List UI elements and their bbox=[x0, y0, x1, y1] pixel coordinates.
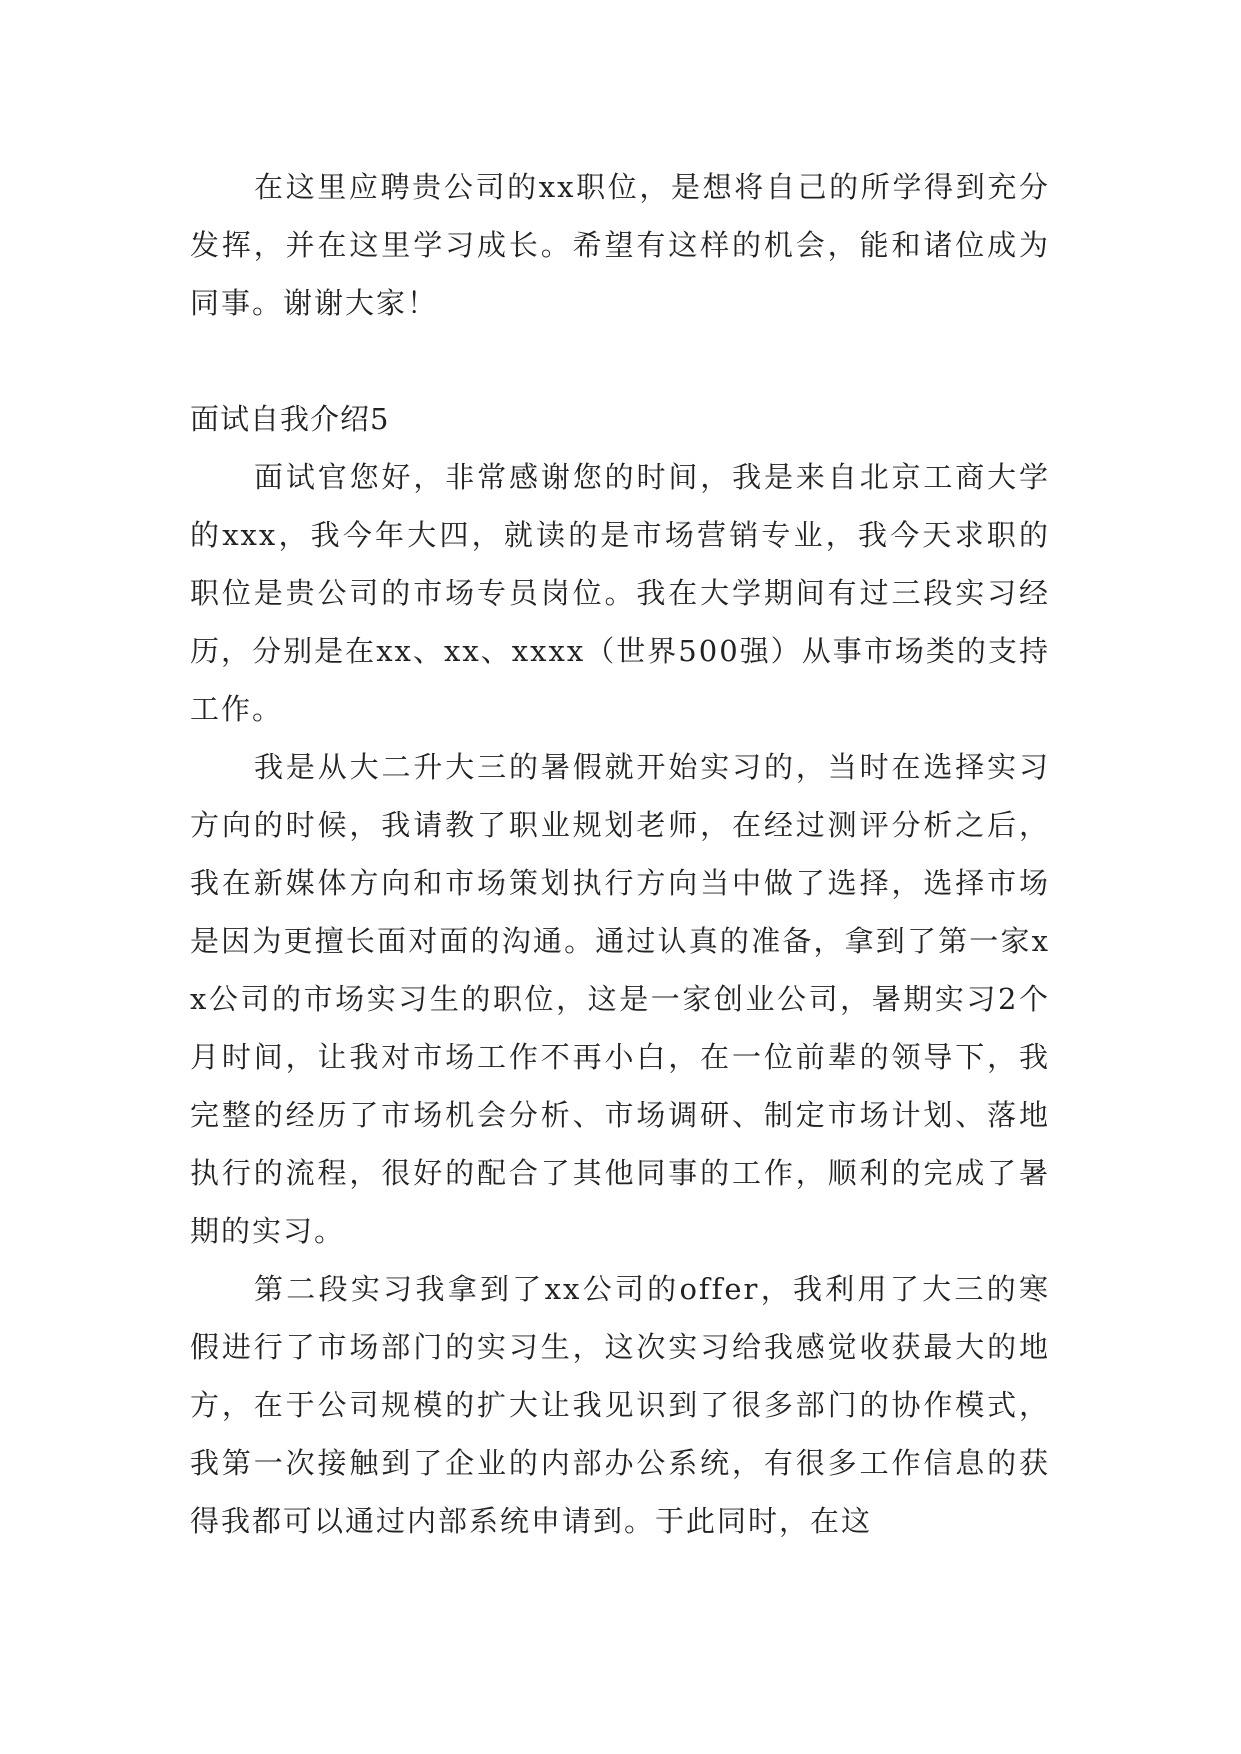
paragraph-3: 第二段实习我拿到了xx公司的offer，我利用了大三的寒假进行了市场部门的实习生，这次实习给我感觉收获最大的地方，在于公司规模的扩大让我见识到了很多部门的协作模式，我第一次接触到了企业的内部办公系统，有很多工作信息的获得我都可以通过内部系统申请到。于此同时，在这 bbox=[190, 1272, 1050, 1538]
paragraph-1: 面试官您好，非常感谢您的时间，我是来自北京工商大学的xxx，我今年大四，就读的是市场营销专业，我今天求职的职位是贵公司的市场专员岗位。我在大学期间有过三段实习经历，分别是在xx、xx、xxxx（世界500强）从事市场类的支持工作。 bbox=[190, 460, 1050, 726]
intro-paragraph: 在这里应聘贵公司的xx职位，是想将自己的所学得到充分发挥，并在这里学习成长。希望有这样的机会，能和诸位成为同事。谢谢大家！ bbox=[190, 170, 1050, 320]
document-body bbox=[190, 158, 1050, 1550]
paragraph-2: 我是从大二升大三的暑假就开始实习的，当时在选择实习方向的时候，我请教了职业规划老师，在经过测评分析之后，我在新媒体方向和市场策划执行方向当中做了选择，选择市场是因为更擅长面对面的沟通。通过认真的准备，拿到了第一家xx公司的市场实习生的职位，这是一家创业公司，暑期实习2个月时间，让我对市场工作不再小白，在一位前辈的领导下，我完整的经历了市场机会分析、市场调研、制定市场计划、落地执行的流程，很好的配合了其他同事的工作，顺利的完成了暑期的实习。 bbox=[190, 750, 1050, 1248]
section-heading: 面试自我介绍5 bbox=[190, 402, 390, 436]
